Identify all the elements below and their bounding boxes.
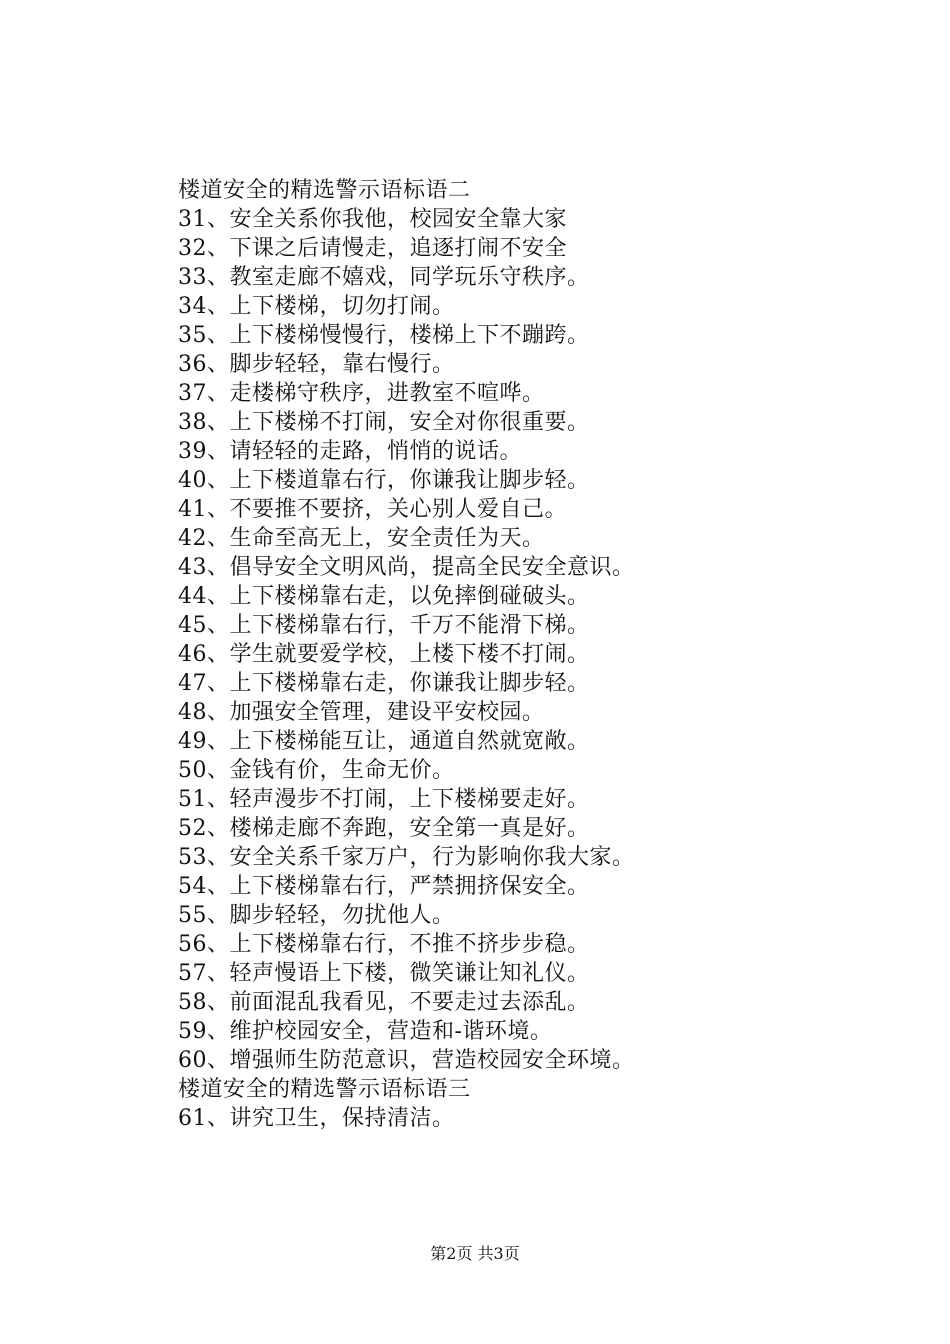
slogan-line-44: 44、上下楼梯靠右走，以免摔倒碰破头。 [178,584,590,609]
section-heading: 楼道安全的精选警示语标语二 [178,178,471,203]
slogan-line-57: 57、轻声慢语上下楼，微笑谦让知礼仪。 [178,961,590,986]
document-body [178,176,898,1133]
slogan-line-33: 33、教室走廊不嬉戏，同学玩乐守秩序。 [178,265,590,290]
slogan-line-43: 43、倡导安全文明风尚，提高全民安全意识。 [178,555,635,580]
slogan-line-52: 52、楼梯走廊不奔跑，安全第一真是好。 [178,816,590,841]
slogan-line-32: 32、下课之后请慢走，追逐打闹不安全 [178,236,567,261]
slogan-line-60: 60、增强师生防范意识，营造校园安全环境。 [178,1048,635,1073]
section-heading: 楼道安全的精选警示语标语三 [178,1077,471,1102]
slogan-line-34: 34、上下楼梯，切勿打闹。 [178,294,455,319]
slogan-line-49: 49、上下楼梯能互让，通道自然就宽敞。 [178,729,590,754]
slogan-line-45: 45、上下楼梯靠右行，千万不能滑下梯。 [178,613,590,638]
slogan-line-54: 54、上下楼梯靠右行，严禁拥挤保安全。 [178,874,590,899]
slogan-line-51: 51、轻声漫步不打闹，上下楼梯要走好。 [178,787,590,812]
slogan-line-39: 39、请轻轻的走路，悄悄的说话。 [178,439,522,464]
slogan-line-50: 50、金钱有价，生命无价。 [178,758,455,783]
slogan-line-38: 38、上下楼梯不打闹，安全对你很重要。 [178,410,590,435]
slogan-line-36: 36、脚步轻轻，靠右慢行。 [178,352,455,377]
slogan-line-40: 40、上下楼道靠右行，你谦我让脚步轻。 [178,468,590,493]
slogan-line-48: 48、加强安全管理，建设平安校园。 [178,700,545,725]
slogan-line-31: 31、安全关系你我他，校园安全靠大家 [178,207,567,232]
slogan-line-53: 53、安全关系千家万户，行为影响你我大家。 [178,845,635,870]
slogan-line-35: 35、上下楼梯慢慢行，楼梯上下不蹦跨。 [178,323,590,348]
page-number-footer: 第2页 共3页 [430,1244,520,1263]
slogan-line-42: 42、生命至高无上，安全责任为天。 [178,526,545,551]
slogan-line-56: 56、上下楼梯靠右行，不推不挤步步稳。 [178,932,590,957]
slogan-line-59: 59、维护校园安全，营造和-谐环境。 [178,1019,553,1044]
slogan-line-46: 46、学生就要爱学校，上楼下楼不打闹。 [178,642,590,667]
slogan-line-37: 37、走楼梯守秩序，进教室不喧哗。 [178,381,545,406]
slogan-line-41: 41、不要推不要挤，关心别人爱自己。 [178,497,567,522]
slogan-line-61: 61、讲究卫生，保持清洁。 [178,1106,455,1131]
slogan-line-55: 55、脚步轻轻，勿扰他人。 [178,903,455,928]
slogan-line-47: 47、上下楼梯靠右走，你谦我让脚步轻。 [178,671,590,696]
slogan-line-58: 58、前面混乱我看见，不要走过去添乱。 [178,990,590,1015]
